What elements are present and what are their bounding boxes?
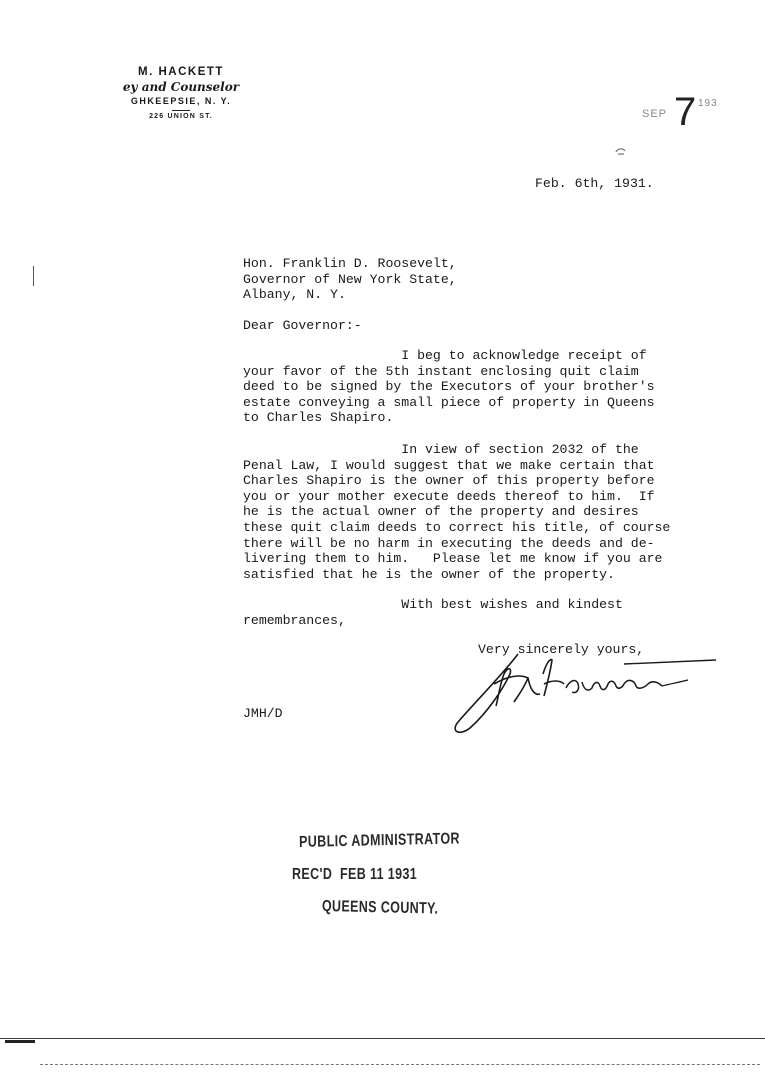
recipient-line: Albany, N. Y.	[243, 287, 346, 303]
administrator-stamp-line-1: PUBLIC ADMINISTRATOR	[299, 830, 460, 851]
recipient-line: Governor of New York State,	[243, 271, 457, 287]
letterhead-name: M. HACKETT	[138, 66, 224, 78]
salutation: Dear Governor:-	[243, 318, 362, 333]
closing: Very sincerely yours,	[478, 642, 645, 657]
recipient-address	[243, 256, 457, 303]
recipient-line: Hon. Franklin D. Roosevelt,	[243, 256, 457, 271]
ink-smudge-mark	[614, 146, 628, 156]
paragraph-acknowledgement: I beg to acknowledge receipt of your favor of the 5th instant enclosing quit claim deed to be signed by the Executors of your brother's estate conveying a small piece of property in Queens to Charles Shapiro.	[243, 348, 655, 426]
margin-mark	[33, 266, 34, 286]
received-stamp-day: 7	[674, 90, 697, 134]
letterhead-rule	[172, 110, 190, 111]
scan-edge-dashes	[40, 1064, 760, 1065]
letterhead-city: GHKEEPSIE, N. Y.	[130, 96, 232, 106]
typist-initials: JMH/D	[243, 706, 283, 721]
letterhead-title: ey and Counselor	[122, 80, 240, 94]
received-date-stamp	[638, 90, 718, 156]
letterhead-address: 226 UNION ST.	[149, 113, 213, 120]
paragraph-best-wishes: With best wishes and kindest remembrances,	[243, 597, 623, 628]
letterhead	[106, 66, 256, 120]
scan-edge-mark	[5, 1040, 35, 1043]
handwritten-signature	[448, 644, 718, 744]
administrator-stamp-line-3: QUEENS COUNTY.	[321, 898, 439, 918]
administrator-stamp-line-2: REC'D FEB 11 1931	[292, 866, 418, 883]
received-stamp-month: SEP	[642, 108, 668, 120]
paragraph-penal-law: In view of section 2032 of the Penal Law, I would suggest that we make certain that Charles Shapiro is the owner of this property before you or your mother execute deeds thereof to him. If he is the actual owner of the property and desires these quit claim deeds to correct his title, of course there will be no harm in executing the deeds and de- livering them to him. Please let me know if you are satisfied that he is the owner of the property.	[243, 442, 671, 582]
letter-date: Feb. 6th, 1931.	[535, 176, 654, 191]
received-stamp-year: 193	[698, 98, 718, 109]
scan-edge-line	[0, 1038, 765, 1039]
